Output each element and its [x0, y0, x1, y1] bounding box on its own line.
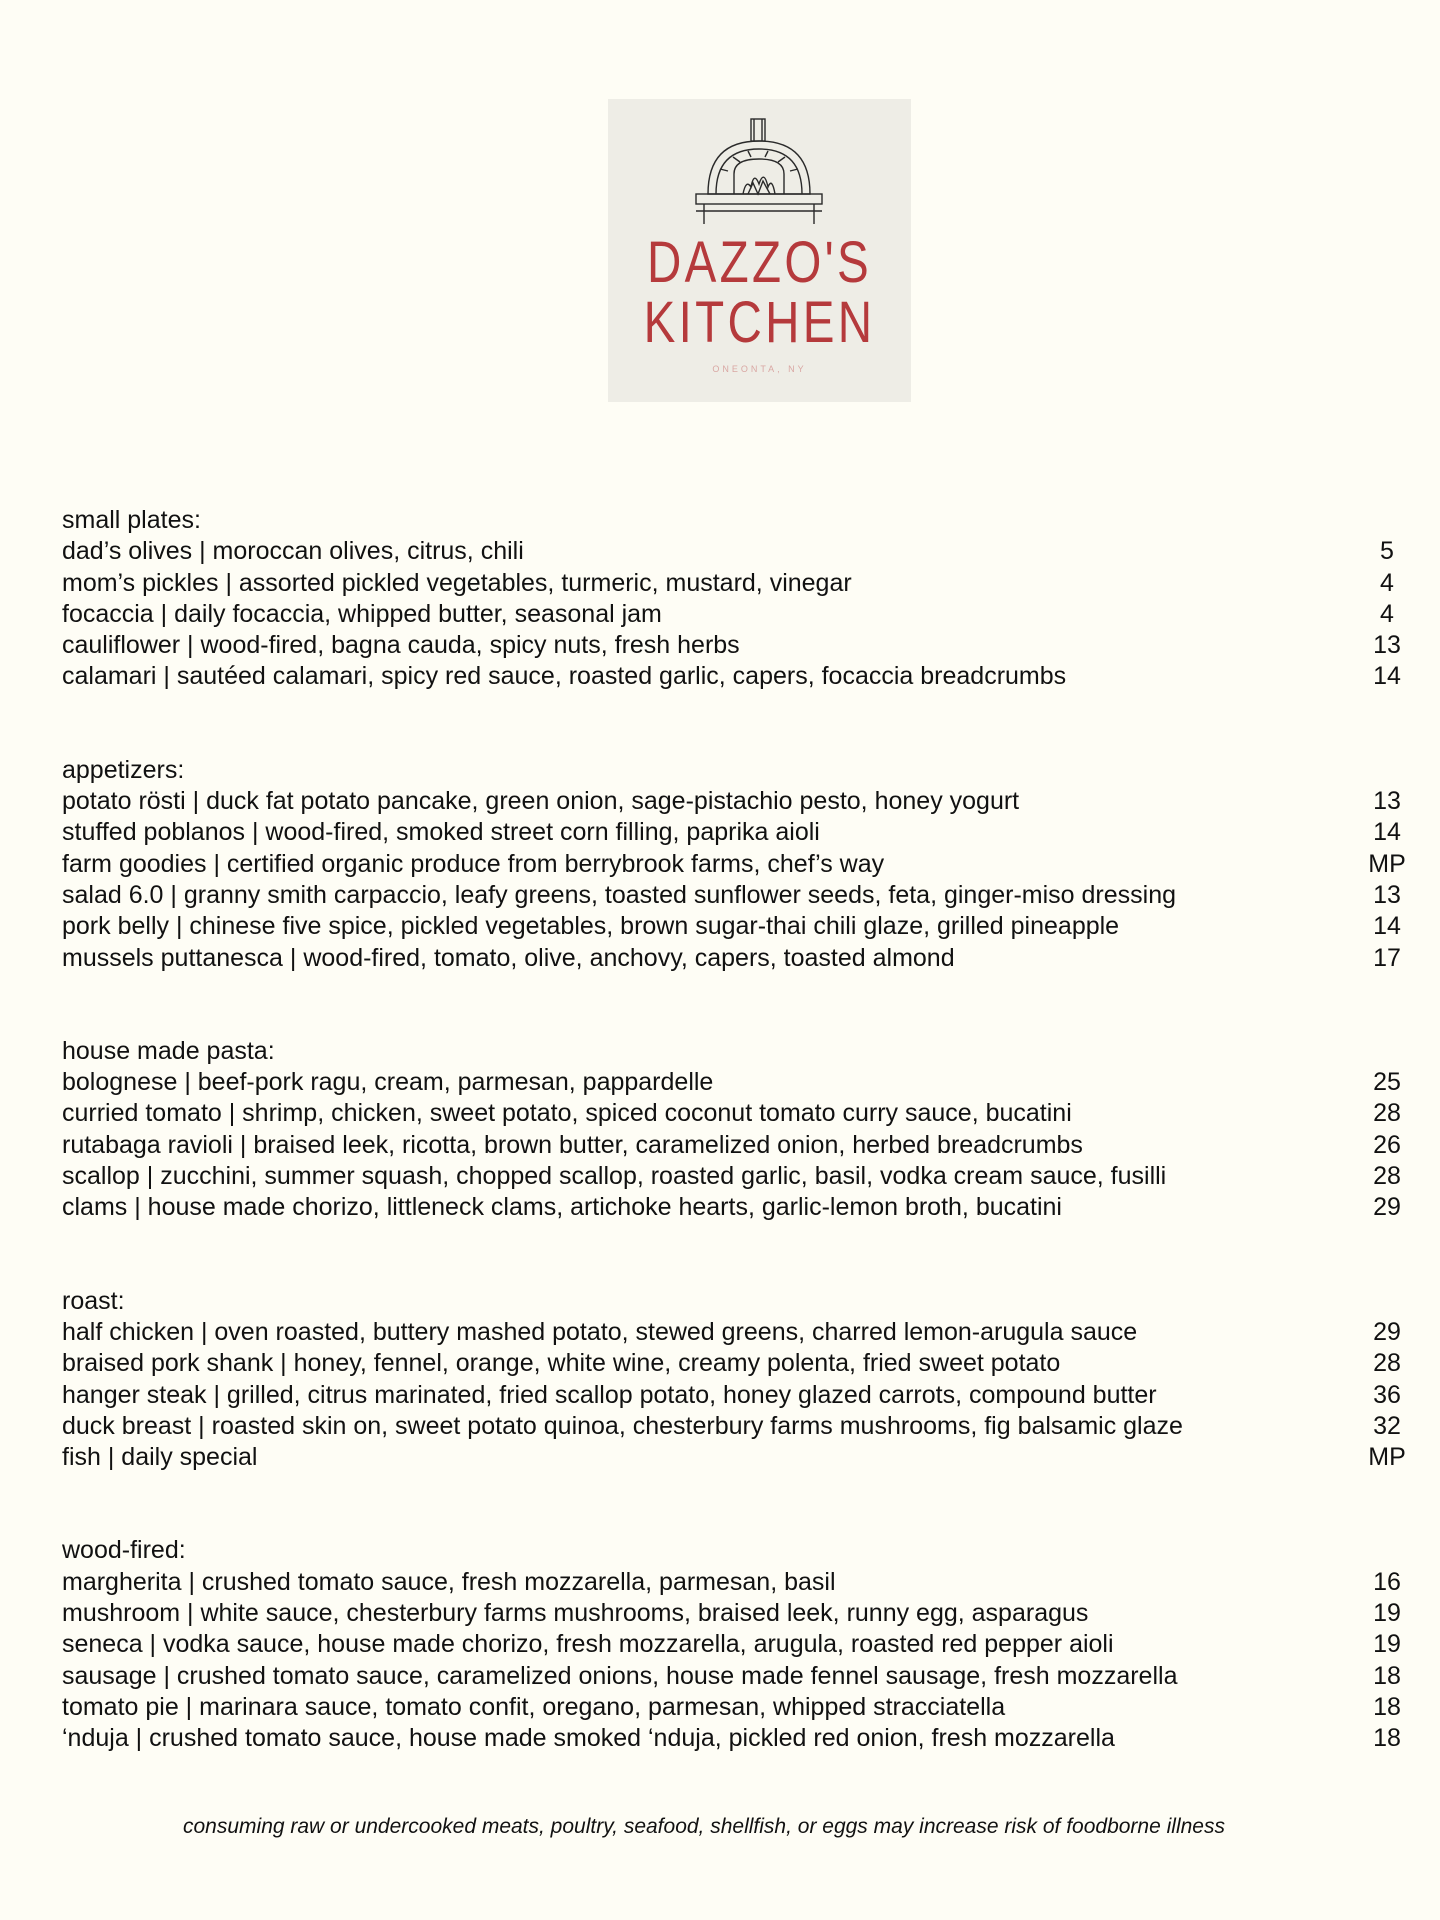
section-title: roast:	[62, 1286, 125, 1315]
item-description: cauliflower | wood-fired, bagna cauda, spicy nuts, fresh herbs	[62, 631, 740, 660]
menu-item	[62, 1661, 1412, 1692]
item-description: hanger steak | grilled, citrus marinated, fried scallop potato, honey glazed carrots, compound butter	[62, 1380, 1157, 1409]
item-price: 26	[1373, 1130, 1401, 1159]
menu-item	[62, 1380, 1412, 1411]
item-description: curried tomato | shrimp, chicken, sweet potato, spiced coconut tomato curry sauce, bucatini	[62, 1099, 1072, 1128]
item-description: rutabaga ravioli | braised leek, ricotta, brown butter, caramelized onion, herbed breadcrumbs	[62, 1130, 1083, 1159]
item-description: clams | house made chorizo, littleneck clams, artichoke hearts, garlic-lemon broth, bucatini	[62, 1193, 1062, 1222]
menu-item	[62, 1598, 1412, 1629]
menu-item	[62, 1098, 1412, 1129]
item-price: 32	[1373, 1411, 1401, 1440]
item-price: 18	[1373, 1724, 1401, 1753]
item-price: 36	[1373, 1380, 1401, 1409]
section-title: wood-fired:	[62, 1536, 186, 1565]
item-price: 16	[1373, 1567, 1401, 1596]
menu-item	[62, 1348, 1412, 1379]
item-description: ‘nduja | crushed tomato sauce, house made smoked ‘nduja, pickled red onion, fresh mozzarella	[62, 1724, 1115, 1753]
item-description: duck breast | roasted skin on, sweet potato quinoa, chesterbury farms mushrooms, fig balsamic glaze	[62, 1411, 1183, 1440]
menu-item	[62, 880, 1412, 911]
item-price: 28	[1373, 1162, 1401, 1191]
item-description: mushroom | white sauce, chesterbury farms mushrooms, braised leek, runny egg, asparagus	[62, 1599, 1089, 1628]
menu-item	[62, 1067, 1412, 1098]
menu-section-house-made-pasta	[62, 1036, 1412, 1224]
item-price: MP	[1368, 1443, 1406, 1472]
item-price: 19	[1373, 1630, 1401, 1659]
section-title: appetizers:	[62, 755, 185, 784]
item-description: salad 6.0 | granny smith carpaccio, leafy greens, toasted sunflower seeds, feta, ginger-miso dressing	[62, 880, 1177, 909]
restaurant-logo	[608, 99, 911, 402]
menu-item	[62, 943, 1412, 974]
menu-section-appetizers	[62, 755, 1412, 974]
menu-item	[62, 1161, 1412, 1192]
item-price: 28	[1373, 1349, 1401, 1378]
item-price: 14	[1373, 662, 1401, 691]
menu-item	[62, 661, 1412, 692]
item-price: 13	[1373, 631, 1401, 660]
item-description: tomato pie | marinara sauce, tomato confit, oregano, parmesan, whipped stracciatella	[62, 1692, 1006, 1721]
item-description: potato rösti | duck fat potato pancake, green onion, sage-pistachio pesto, honey yogurt	[62, 787, 1020, 816]
item-price: 4	[1380, 568, 1394, 597]
menu-item	[62, 1442, 1412, 1473]
item-price: 29	[1373, 1193, 1401, 1222]
item-price: 4	[1380, 599, 1394, 628]
menu-list	[62, 505, 1412, 1817]
item-price: 28	[1373, 1099, 1401, 1128]
menu-item	[62, 1692, 1412, 1723]
menu-item	[62, 536, 1412, 567]
menu-item	[62, 911, 1412, 942]
item-description: seneca | vodka sauce, house made chorizo, fresh mozzarella, arugula, roasted red pepper aioli	[62, 1630, 1114, 1659]
item-price: 29	[1373, 1317, 1401, 1346]
item-price: 14	[1373, 912, 1401, 941]
item-description: fish | daily special	[62, 1443, 258, 1472]
item-price: 18	[1373, 1661, 1401, 1690]
item-description: dad’s olives | moroccan olives, citrus, chili	[62, 537, 524, 566]
logo-line-1: DAZZO'S	[647, 230, 872, 295]
menu-section-wood-fired	[62, 1535, 1412, 1754]
logo-location: ONEONTA, NY	[712, 364, 807, 374]
item-price: 19	[1373, 1599, 1401, 1628]
item-description: mom’s pickles | assorted pickled vegetables, turmeric, mustard, vinegar	[62, 568, 852, 597]
item-price: 14	[1373, 818, 1401, 847]
menu-item	[62, 1130, 1412, 1161]
menu-item	[62, 1629, 1412, 1660]
item-description: calamari | sautéed calamari, spicy red sauce, roasted garlic, capers, focaccia breadcrumbs	[62, 662, 1067, 691]
menu-item	[62, 568, 1412, 599]
item-price: 13	[1373, 787, 1401, 816]
item-price: 25	[1373, 1068, 1401, 1097]
item-price: 18	[1373, 1692, 1401, 1721]
menu-item	[62, 817, 1412, 848]
item-description: half chicken | oven roasted, buttery mashed potato, stewed greens, charred lemon-arugula sauce	[62, 1317, 1138, 1346]
menu-item	[62, 1723, 1412, 1754]
item-description: stuffed poblanos | wood-fired, smoked street corn filling, paprika aioli	[62, 818, 820, 847]
item-price: 17	[1373, 943, 1401, 972]
section-title: house made pasta:	[62, 1036, 275, 1065]
menu-item	[62, 1411, 1412, 1442]
menu-item	[62, 849, 1412, 880]
menu-section-roast	[62, 1286, 1412, 1474]
menu-item	[62, 1567, 1412, 1598]
item-description: braised pork shank | honey, fennel, orange, white wine, creamy polenta, fried sweet potato	[62, 1349, 1061, 1378]
menu-item	[62, 1192, 1412, 1223]
menu-item	[62, 630, 1412, 661]
item-description: bolognese | beef-pork ragu, cream, parmesan, pappardelle	[62, 1068, 714, 1097]
section-title: small plates:	[62, 506, 201, 534]
item-price: MP	[1368, 849, 1406, 878]
item-description: mussels puttanesca | wood-fired, tomato, olive, anchovy, capers, toasted almond	[62, 943, 955, 972]
logo-line-2: KITCHEN	[643, 290, 876, 355]
item-description: margherita | crushed tomato sauce, fresh mozzarella, parmesan, basil	[62, 1567, 836, 1596]
item-description: focaccia | daily focaccia, whipped butter, seasonal jam	[62, 599, 662, 628]
item-description: scallop | zucchini, summer squash, chopped scallop, roasted garlic, basil, vodka cream sauce, fusilli	[62, 1162, 1167, 1191]
item-description: farm goodies | certified organic produce from berrybrook farms, chef’s way	[62, 849, 885, 878]
menu-item	[62, 599, 1412, 630]
item-description: sausage | crushed tomato sauce, caramelized onions, house made fennel sausage, fresh mozzarella	[62, 1661, 1178, 1690]
menu-item	[62, 786, 1412, 817]
menu-section-small-plates	[62, 505, 1412, 693]
item-price: 5	[1380, 537, 1394, 566]
food-safety-disclaimer: consuming raw or undercooked meats, poultry, seafood, shellfish, or eggs may increase risk of foodborne illness	[183, 1815, 1225, 1838]
item-price: 13	[1373, 880, 1401, 909]
item-description: pork belly | chinese five spice, pickled vegetables, brown sugar-thai chili glaze, grilled pineapple	[62, 912, 1120, 941]
menu-item	[62, 1317, 1412, 1348]
